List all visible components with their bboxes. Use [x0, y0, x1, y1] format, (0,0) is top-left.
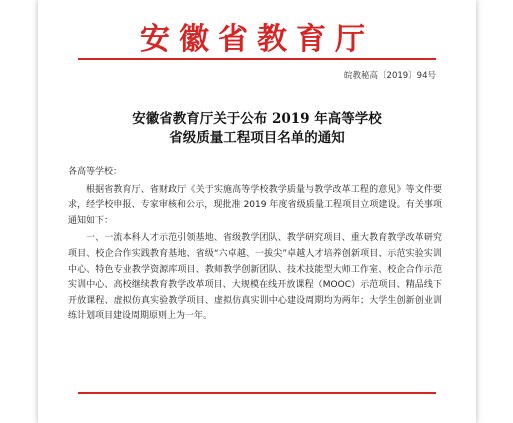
masthead-red-rule	[78, 58, 436, 60]
footer-red-rule	[78, 392, 436, 394]
paragraph-item-1: 一、一流本科人才示范引领基地、省级教学团队、教学研究项目、重大教育教学改革研究项目、校企合作实践教育基地、省级“六卓越、一拔尖”卓越人才培养创新项目、示范实验实训中心、特色专业教学资源库项目、教师教学创新团队、技术技能型大师工作室、校企合作示范实训中心、高校继续教育教学改革项目、大规模在线开放课程（MOOC）示范项目、精品线下开放课程、虚拟仿真实验教学项目、虚拟仿真实训中心建设周期均为两年；大学生创新创业训练计划项目建设周期原则上为一年。	[68, 233, 442, 322]
notice-title	[38, 110, 476, 148]
notice-title-line-1: 安徽省教育厅关于公布 2019 年高等学校	[132, 111, 382, 127]
salutation: 各高等学校：	[68, 167, 123, 177]
document-page	[38, 0, 476, 423]
document-number: 皖教秘高〔2019〕94号	[344, 71, 436, 81]
notice-title-line-2: 省级质量工程项目名单的通知	[169, 130, 345, 146]
masthead-title: 安徽省教育厅	[140, 22, 374, 57]
paragraph-intro: 根据省教育厅、省财政厅《关于实施高等学校教学质量与教学改革工程的意见》等文件要求，经学校申报、专家审核和公示，现批准 2019 年度省级质量工程项目立项建设。有关事项通知如下：	[68, 184, 442, 226]
notice-body	[68, 165, 442, 325]
